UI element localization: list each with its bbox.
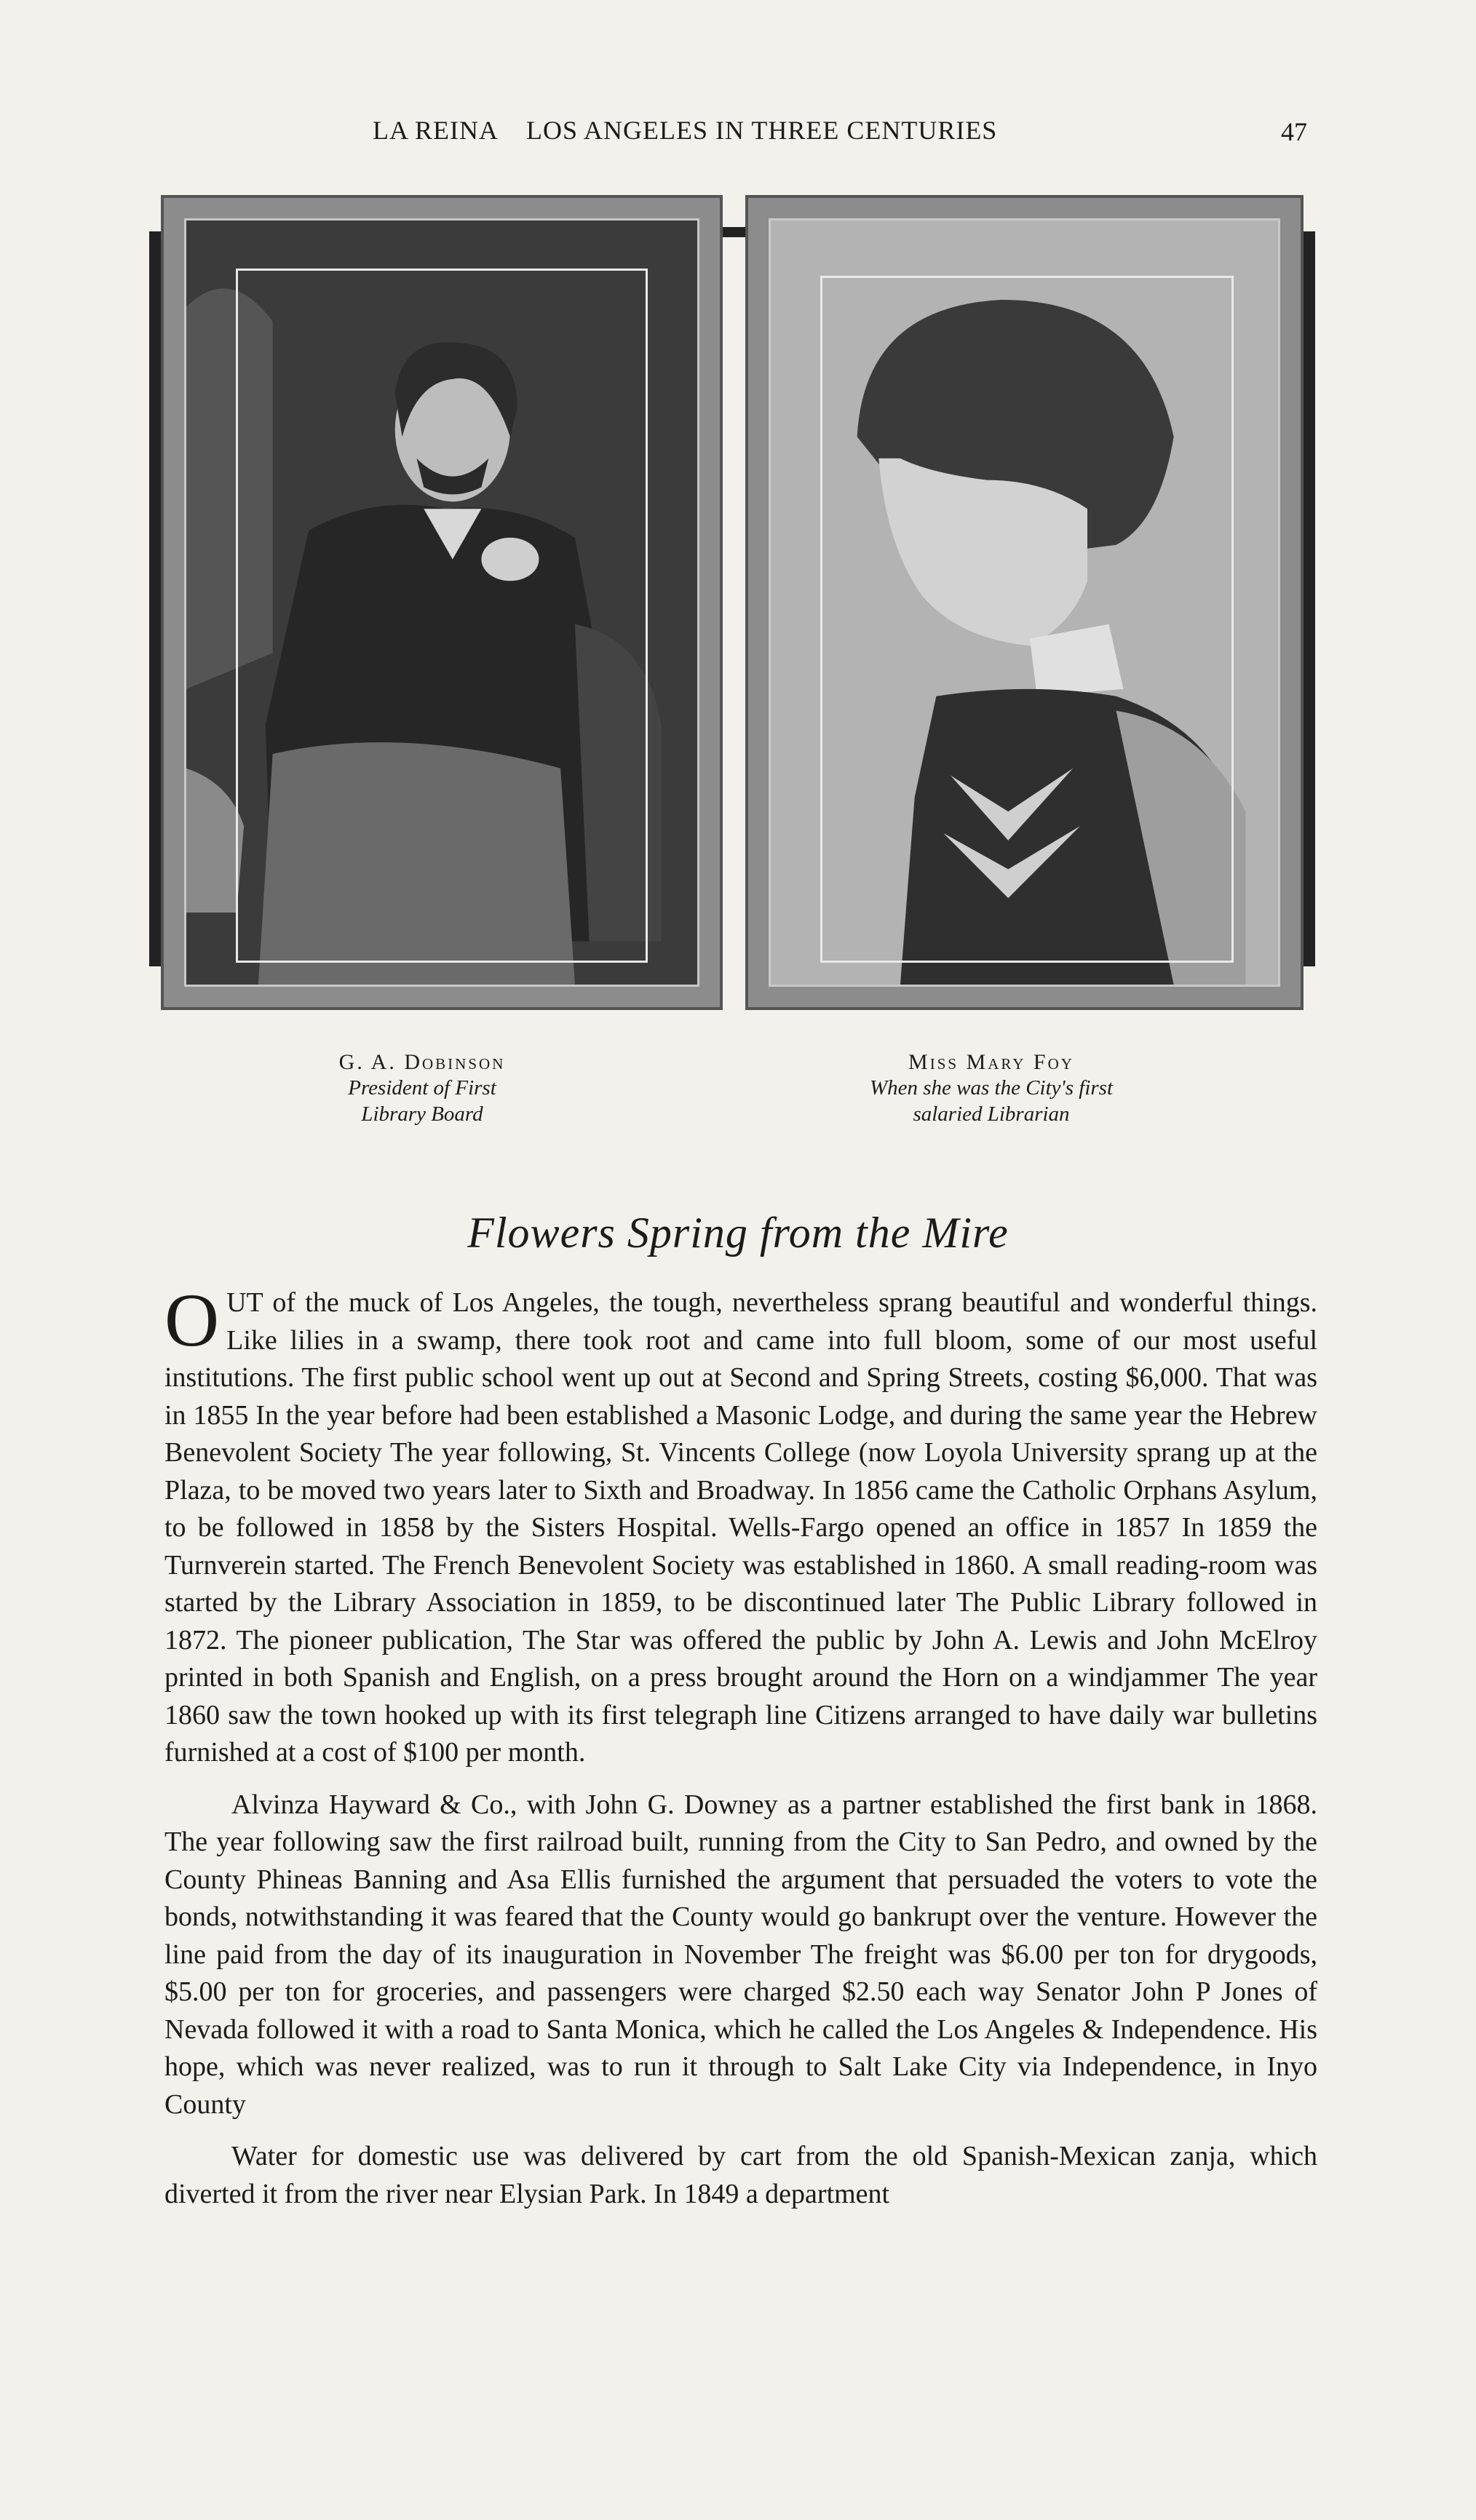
caption-foy: [737, 1050, 1246, 1127]
portrait-photo-dobinson: [161, 195, 723, 1010]
paragraph-text: UT of the muck of Los Angeles, the tough, nevertheless sprang beautiful and wonderful things. Like lilies in a swamp, there took root and came into full bloom, some of our most useful institutions. The first public school went up out at Second and Spring Streets, costing $6,000. That was in 1855 In the year before had been established a Masonic Lodge, and during the same year the Hebrew Benevolent Society The year following, St. Vincents College (now Loyola University sprang up at the Plaza, to be moved two years later to Sixth and Broadway. In 1856 came the Catholic Orphans Asylum, to be followed in 1858 by the Sisters Hospital. Wells-Fargo opened an office in 1857 In 1859 the Turnverein started. The French Benevolent Society was established in 1860. A small reading-room was started by the Library Association in 1859, to be discontinued later The Public Library followed in 1872. The pioneer publication, The Star was offered the public by John A. Lewis and John McElroy printed in both Spanish and English, on a press brought around the Horn on a windjammer The year 1860 saw the town hooked up with its first telegraph line Citizens arranged to have daily war bulletins furnished at a cost of $100 per month.: [164, 1287, 1317, 1768]
caption-description: When she was the City's first salaried Librarian: [869, 1076, 1114, 1126]
caption-name: G. A. Dobinson: [338, 1050, 506, 1074]
paragraph-1: [164, 1279, 1317, 1772]
caption-name: Miss Mary Foy: [908, 1050, 1074, 1074]
paragraph-2: Alvinza Hayward & Co., with John G. Downey as a partner established the first bank in 1868. The year following saw the first railroad built, running from the City to San Pedro, and owned by the County Phineas Banning and Asa Ellis furnished the argument that persuaded the voters to vote the bonds, notwithstanding it was feared that the County would go bankrupt over the venture. However the line paid from the day of its inauguration in November The freight was $6.00 per ton for drygoods, $5.00 per ton for groceries, and passengers were charged $2.50 each way Senator John P Jones of Nevada followed it with a road to Santa Monica, which he called the Los Angeles & Independence. His hope, which was never realized, was to run it through to Salt Lake City via Independence, in Inyo County: [164, 1789, 1317, 2120]
page-number: 47: [1281, 117, 1307, 146]
article-body: [164, 1279, 1317, 2227]
caption-description: President of First Library Board: [348, 1076, 496, 1126]
photo-mat-line: [820, 276, 1234, 963]
photo-mat-line: [236, 269, 648, 963]
running-head: [0, 115, 1476, 151]
article-title: Flowers Spring from the Mire: [467, 1209, 1009, 1257]
photo-frame-joint: [723, 227, 745, 237]
caption-dobinson: [167, 1050, 677, 1127]
paragraph-3: Water for domestic use was delivered by cart from the old Spanish-Mexican zanja, which diverted it from the river near Elysian Park. In 1849 a department: [164, 2141, 1317, 2209]
running-head-title: LA REINA LOS ANGELES IN THREE CENTURIES: [373, 116, 998, 145]
photo-frame-edge-right: [1302, 231, 1315, 966]
portrait-photo-foy: [745, 195, 1304, 1010]
drop-cap: O: [164, 1279, 220, 1362]
